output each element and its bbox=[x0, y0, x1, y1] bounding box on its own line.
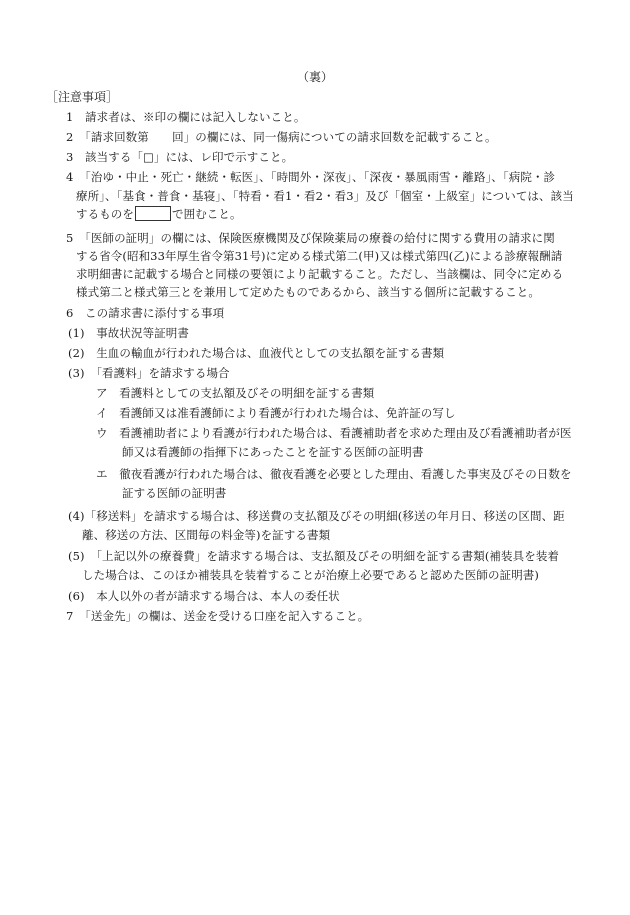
note-6-3-c-line-2: 師又は看護師の指揮下にあったことを証する医師の証明書 bbox=[122, 445, 424, 459]
note-5-line-4: 様式第二と様式第三とを兼用して定めたものであるから、該当する個所に記載すること。 bbox=[76, 285, 540, 299]
enclosure-box-icon bbox=[135, 206, 171, 221]
note-4-prefix: するものを bbox=[76, 207, 134, 221]
note-6-4-line-2: 離、移送の方法、区間毎の料金等)を証する書類 bbox=[82, 528, 331, 542]
note-3: 3 該当する「□」には、レ印で示すこと。 bbox=[66, 150, 294, 164]
note-6-6: (6) 本人以外の者が請求する場合は、本人の委任状 bbox=[68, 589, 340, 603]
note-6-1: (1) 事故状況等証明書 bbox=[68, 326, 189, 340]
note-6-4-line-1: (4)「移送料」を請求する場合は、移送費の支払額及びその明細(移送の年月日、移送の区間、距 bbox=[68, 509, 565, 523]
note-5-line-3: 求明細書に記載する場合と同様の要領により記載すること。ただし、当該欄は、同令に定める bbox=[76, 267, 564, 281]
note-4-line-1: 4 「治ゆ・中止・死亡・継続・転医」、「時間外・深夜」、「深夜・暴風雨雪・離路」、「病院・診 bbox=[66, 170, 556, 184]
note-4-suffix: で囲むこと。 bbox=[172, 207, 242, 221]
page-title: （裏） bbox=[296, 70, 333, 84]
note-6-2: (2) 生血の輸血が行われた場合は、血液代としての支払額を証する書類 bbox=[68, 346, 445, 360]
note-4-line-3 bbox=[76, 206, 242, 222]
note-4-line-2: 療所」、「基食・普食・基寝」、「特看・看1・看2・看3」及び「個室・上級室」については、該当 bbox=[76, 189, 574, 203]
section-heading: ［注意事項］ bbox=[46, 90, 119, 104]
note-6-5-line-1: (5) 「上記以外の療養費」を請求する場合は、支払額及びその明細を証する書類(補装具を装着 bbox=[68, 549, 560, 563]
note-6: 6 この請求書に添付する事項 bbox=[66, 306, 225, 320]
note-6-3: (3) 「看護料」を請求する場合 bbox=[68, 366, 230, 380]
note-6-5-line-2: した場合は、このほか補装具を装着することが治療上必要であると認めた医師の証明書) bbox=[82, 568, 539, 582]
note-6-3-d-line-1: エ 徹夜看護が行われた場合は、徹夜看護を必要とした理由、看護した事実及びその日数を bbox=[96, 467, 572, 481]
note-6-3-b: イ 看護師又は准看護師により看護が行われた場合は、免許証の写し bbox=[96, 406, 456, 420]
note-6-3-c-line-1: ウ 看護補助者により看護が行われた場合は、看護補助者を求めた理由及び看護補助者が医 bbox=[96, 426, 572, 440]
note-1: 1 請求者は、※印の欄には記入しないこと。 bbox=[66, 110, 306, 124]
note-5-line-1: 5 「医師の証明」の欄には、保険医療機関及び保険薬局の療養の給付に関する費用の請求に関 bbox=[66, 231, 555, 245]
note-6-3-a: ア 看護料としての支払額及びその明細を証する書類 bbox=[96, 386, 375, 400]
note-5-line-2: する省令(昭和33年厚生省令第31号)に定める様式第二(甲)又は様式第四(乙)による診療報酬請 bbox=[76, 249, 563, 263]
note-2: 2 「請求回数第 回」の欄には、同一傷病についての請求回数を記載すること。 bbox=[66, 130, 497, 144]
note-6-3-d-line-2: 証する医師の証明書 bbox=[122, 486, 227, 500]
note-7: 7 「送金先」の欄は、送金を受ける口座を記入すること。 bbox=[66, 609, 370, 623]
